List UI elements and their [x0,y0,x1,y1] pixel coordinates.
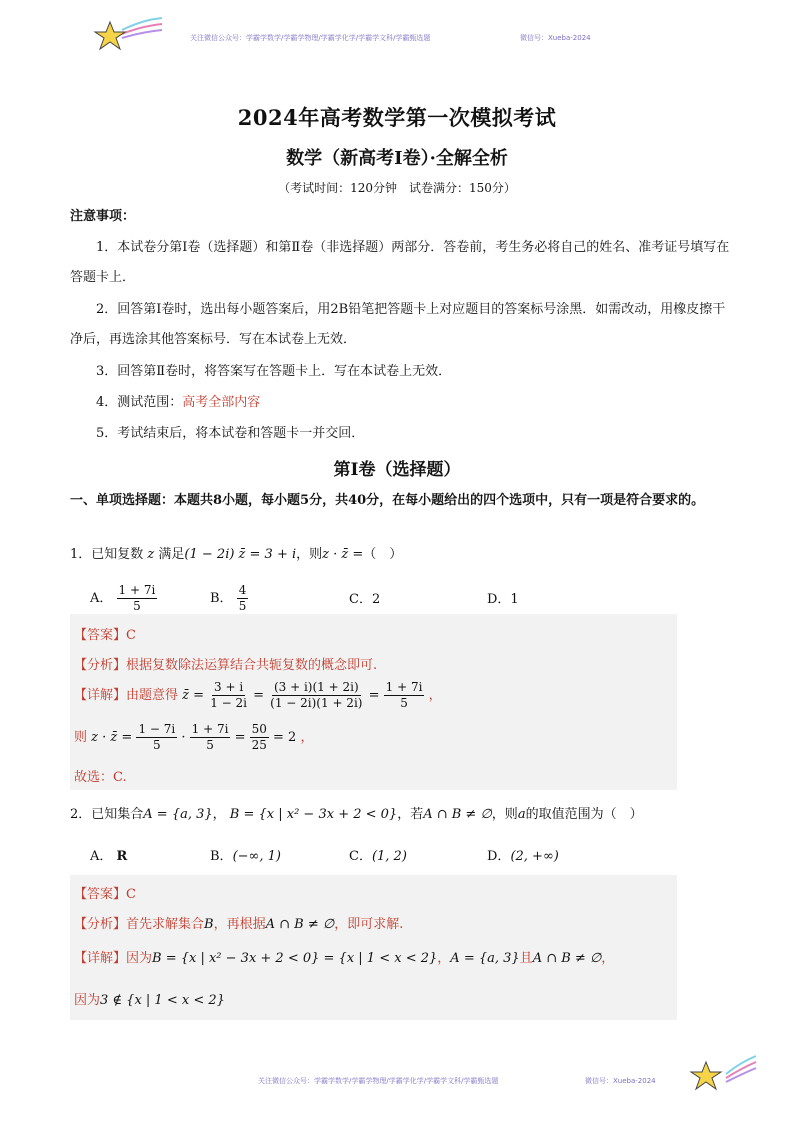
q2-analysis: 【分析】首先求解集合B，再根据A ∩ B ≠ ∅，即可求解. [74,917,404,932]
page-subtitle: 数学（新高考Ⅰ卷）·全解全析 [286,148,508,169]
q1-option-c: C．2 [349,592,381,607]
footer-wechat: 微信号：Xueba-2024 [585,1077,656,1085]
q1-detail: 【详解】由题意得 z̄ = $\frac{3 + i}{1 - 2i}$ = $\frac{(3 + i)(1 + 2i)}{(1 - 2i)(1 + 2i)}$ = $\frac{1 + 7i}{5}$ ， [74,680,442,710]
exam-info: （考试时间：120分钟 试卷满分：150分） [278,181,516,195]
question-2-stem: 2．已知集合A = {a, 3}， B = {x | x² − 3x + 2 < 0}，若A ∩ B ≠ ∅，则a的取值范围为（ ） [70,807,643,822]
q1-option-d: D．1 [487,592,519,607]
q2-option-d: D．(2, +∞) [487,849,559,864]
q1-answer: 【答案】C [74,628,136,643]
question-2-solution [70,875,677,1020]
question-1-stem: 1．已知复数 z 满足(1 − 2i) z̄ = 3 + i，则z · z̄ =（ ） [70,547,403,562]
test-scope: 高考全部内容 [182,395,261,410]
q1-option-a: A． $\frac{1 + 7i}{5}$ [90,583,156,613]
q1-choose: 故选：C. [74,770,127,785]
q2-option-b: B．(−∞, 1) [210,849,281,864]
notice-item-2: 2．回答第Ⅰ卷时，选出每小题答案后，用2B铅笔把答题卡上对应题目的答案标号涂黑．如需改动，用橡皮擦干净后，再选涂其他答案标号．写在本试卷上无效． [70,302,726,347]
q1-option-b: B． $\frac{4}{5}$ [210,583,247,613]
notice-item-1: 1．本试卷分第Ⅰ卷（选择题）和第Ⅱ卷（非选择题）两部分．答卷前，考生务必将自己的姓名、准考证号填写在答题卡上． [70,240,730,285]
star-logo-icon [92,16,164,58]
header-text: 关注微信公众号：学霸学数学/学霸学物理/学霸学化学/学霸学文科/学霸甄选题 [190,34,431,42]
page-header [0,0,794,60]
question-1-options [90,578,690,618]
notice-heading: 注意事项： [70,209,136,224]
q2-detail: 【详解】因为B = {x | x² − 3x + 2 < 0} = {x | 1 < x < 2}，A = {a, 3}且A ∩ B ≠ ∅， [74,951,615,966]
q2-answer: 【答案】C [74,887,136,902]
star-logo-icon [686,1052,758,1096]
notice-item-4: 4．测试范围：高考全部内容 [96,395,261,410]
section-intro: 一、单项选择题：本题共8小题，每小题5分，共40分，在每小题给出的四个选项中，只有一项是符合要求的。 [70,493,705,508]
q1-then: 则 z · z̄ = $\frac{1 - 7i}{5}$ · $\frac{1 + 7i}{5}$ = $\frac{50}{25}$ = 2 ， [74,722,314,752]
section-title: 第Ⅰ卷（选择题） [333,460,461,480]
notice-item-3: 3．回答第Ⅱ卷时，将答案写在答题卡上．写在本试卷上无效． [96,364,452,379]
page-title: 2024年高考数学第一次模拟考试 [237,105,557,130]
notice-item-5: 5．考试结束后，将本试卷和答题卡一并交回． [96,426,365,441]
header-wechat: 微信号：Xueba-2024 [520,34,591,42]
q1-analysis: 【分析】根据复数除法运算结合共轭复数的概念即可. [74,658,378,673]
question-1-solution [70,614,677,790]
footer-text: 关注微信公众号：学霸学数学/学霸学物理/学霸学化学/学霸学文科/学霸甄选题 [258,1077,499,1085]
q2-because: 因为3 ∉ {x | 1 < x < 2} [74,993,225,1008]
q2-option-c: C．(1, 2) [349,849,407,864]
q2-option-a: A． R [90,849,128,864]
